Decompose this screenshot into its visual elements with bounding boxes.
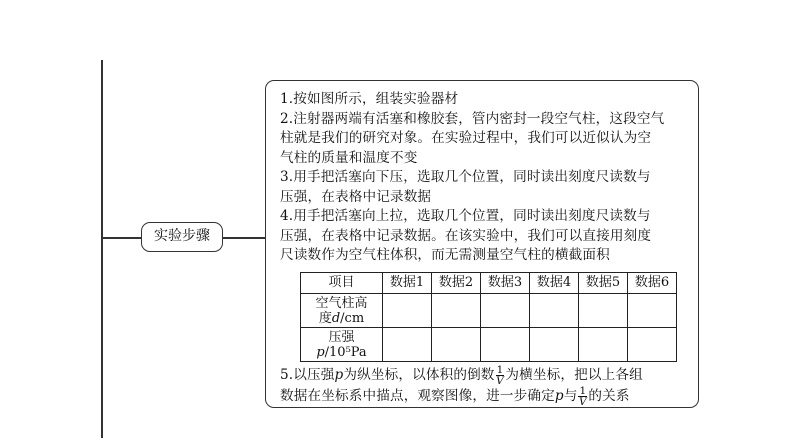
step-5-text: 为纵坐标，以体积的倒数	[343, 367, 495, 383]
mindmap-connector-left	[101, 237, 141, 239]
table-cell	[628, 328, 677, 362]
table-cell	[383, 328, 432, 362]
table-header-cell: 数据2	[432, 273, 481, 294]
steps-content-box	[265, 80, 699, 408]
row-label-text: 度	[318, 310, 332, 326]
table-row-height	[301, 294, 677, 328]
step-2-line-3: 气柱的质量和温度不变	[280, 149, 418, 166]
step-5-variable-p: p	[334, 367, 344, 383]
table-header-cell: 数据4	[530, 273, 579, 294]
step-5-text: 的关系	[588, 388, 630, 404]
row-label-text: 空气柱高	[315, 295, 368, 311]
table-cell	[481, 294, 530, 328]
table-cell	[383, 294, 432, 328]
table-cell	[530, 328, 579, 362]
table-header-cell: 数据6	[628, 273, 677, 294]
step-3-line-1: 3.用手把活塞向下压，选取几个位置，同时读出刻度尺读数与	[280, 169, 651, 185]
mindmap-connector-right	[223, 237, 265, 239]
row-label-unit: /cm	[340, 310, 365, 326]
row-label-unit: /10⁵Pa	[324, 344, 367, 360]
table-header-cell: 数据1	[383, 273, 432, 294]
mindmap-node-label: 实验步骤	[141, 222, 223, 252]
fraction-denominator: V	[579, 396, 587, 408]
fraction-one-over-v	[496, 365, 505, 386]
step-3-line-2: 压强，在表格中记录数据	[280, 188, 432, 205]
step-4-line-1: 4.用手把活塞向上拉，选取几个位置，同时读出刻度尺读数与	[280, 208, 651, 224]
table-header-cell: 项目	[301, 273, 383, 294]
step-1-line-1: 1.按如图所示，组装实验器材	[280, 91, 459, 107]
table-cell	[530, 294, 579, 328]
table-cell	[481, 328, 530, 362]
step-5-line-1	[280, 365, 643, 386]
step-5-text: 数据在坐标系中描点，观察图像，进一步确定	[280, 388, 555, 404]
fraction-denominator: V	[496, 375, 504, 387]
table-cell	[579, 328, 628, 362]
table-cell	[432, 328, 481, 362]
data-table	[300, 272, 677, 362]
table-header-cell: 数据3	[481, 273, 530, 294]
table-row-label	[301, 294, 383, 328]
step-4-line-3: 尺读数作为空气柱体积，而无需测量空气柱的横截面积	[280, 247, 610, 263]
step-5-text: 为横坐标，把以上各组	[505, 367, 643, 383]
step-2-line-2: 柱就是我们的研究对象。在实验过程中，我们可以近似认为空	[280, 130, 652, 146]
mindmap-trunk-line	[101, 60, 103, 438]
fraction-numerator: 1	[496, 364, 504, 376]
step-2-line-1: 2.注射器两端有活塞和橡胶套，管内密封一段空气柱，这段空气	[280, 110, 665, 127]
step-5-variable-p: p	[554, 388, 564, 404]
step-5-line-2	[280, 386, 630, 407]
table-cell	[432, 294, 481, 328]
step-5-text: 与	[563, 388, 578, 404]
row-label-variable: p	[316, 344, 325, 360]
table-cell	[628, 294, 677, 328]
fraction-one-over-v	[578, 386, 587, 407]
step-5-text: 5.以压强	[280, 367, 335, 383]
step-4-line-2: 压强，在表格中记录数据。在该实验中，我们可以直接用刻度	[280, 227, 652, 244]
table-header-cell: 数据5	[579, 273, 628, 294]
table-row-label	[301, 328, 383, 362]
fraction-numerator: 1	[579, 385, 587, 397]
table-cell	[579, 294, 628, 328]
row-label-text: 压强	[328, 329, 355, 345]
table-row-pressure	[301, 328, 677, 362]
table-header-row	[301, 273, 677, 294]
row-label-variable: d	[331, 310, 341, 326]
